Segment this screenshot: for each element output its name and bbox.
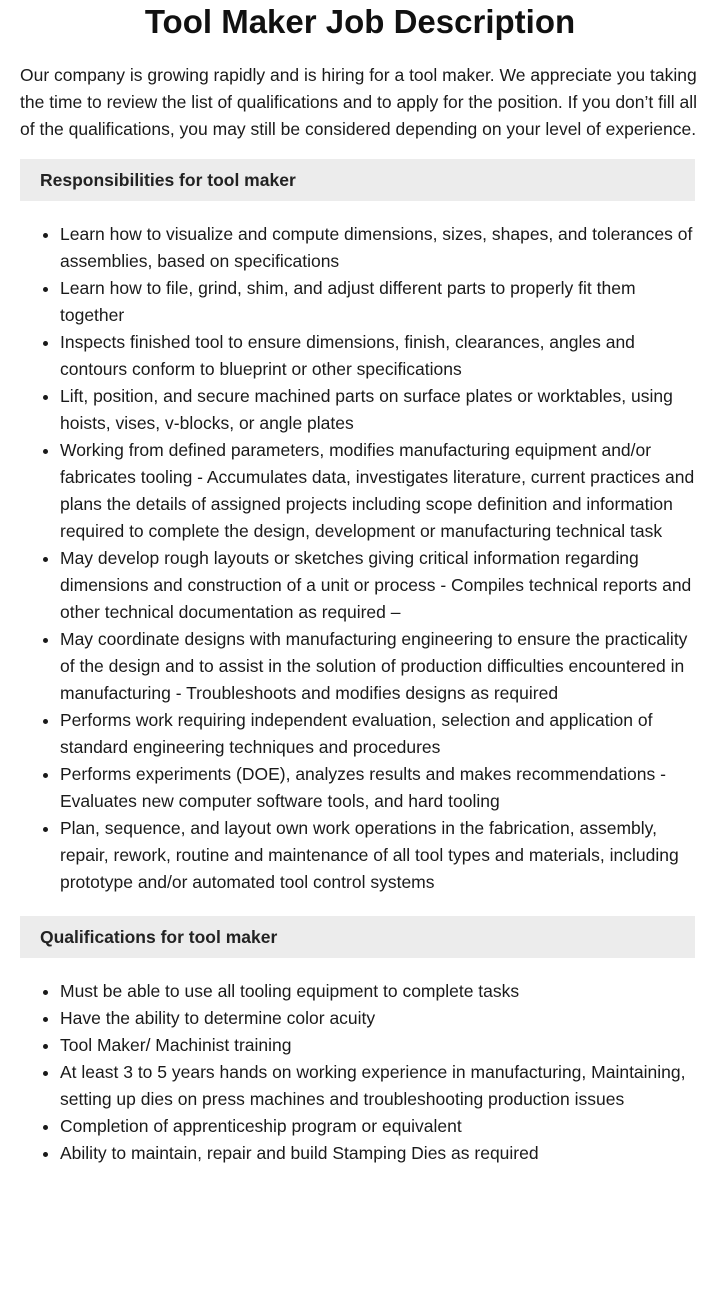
list-item: • May coordinate designs with manufacturing engineering to ensure the practicality of the design and to assist in the solution of production difficulties encountered in manufacturing - Troubleshoots and modifies designs as required <box>60 626 698 707</box>
page-title: Tool Maker Job Description <box>144 3 576 40</box>
responsibilities-heading: Responsibilities for tool maker <box>20 159 695 201</box>
list-item: • Lift, position, and secure machined parts on surface plates or worktables, using hoists, vises, v-blocks, or angle plates <box>60 383 698 437</box>
list-item: • Learn how to file, grind, shim, and adjust different parts to properly fit them together <box>60 275 698 329</box>
list-item: • Inspects finished tool to ensure dimensions, finish, clearances, angles and contours conform to blueprint or other specifications <box>60 329 698 383</box>
list-item: • Learn how to visualize and compute dimensions, sizes, shapes, and tolerances of assemblies, based on specifications <box>60 221 698 275</box>
list-item: • Must be able to use all tooling equipment to complete tasks <box>60 978 698 1005</box>
list-item: • May develop rough layouts or sketches giving critical information regarding dimensions and construction of a unit or process - Compiles technical reports and other technical documentation as required – <box>60 545 698 626</box>
list-item: • Performs experiments (DOE), analyzes results and makes recommendations - Evaluates new computer software tools, and hard tooling <box>60 761 698 815</box>
list-item: • Ability to maintain, repair and build Stamping Dies as required <box>60 1140 698 1167</box>
list-item: • Performs work requiring independent evaluation, selection and application of standard engineering techniques and procedures <box>60 707 698 761</box>
list-item: • Working from defined parameters, modifies manufacturing equipment and/or fabricates tooling - Accumulates data, investigates literature, current practices and plans the details of assigned projects including scope definition and information required to complete the design, development or manufacturing technical task <box>60 437 698 545</box>
responsibilities-list <box>20 221 698 896</box>
intro-paragraph: Our company is growing rapidly and is hiring for a tool maker. We appreciate you taking the time to review the list of qualifications and to apply for the position. If you don’t fill all of the qualifications, you may still be considered depending on your level of experience. <box>20 65 698 139</box>
list-item: • Plan, sequence, and layout own work operations in the fabrication, assembly, repair, rework, routine and maintenance of all tool types and materials, including prototype and/or automated tool control systems <box>60 815 698 896</box>
list-item: • Tool Maker/ Machinist training <box>60 1032 698 1059</box>
list-item: • Completion of apprenticeship program or equivalent <box>60 1113 698 1140</box>
list-item: • Have the ability to determine color acuity <box>60 1005 698 1032</box>
qualifications-heading: Qualifications for tool maker <box>20 916 695 958</box>
list-item: • At least 3 to 5 years hands on working experience in manufacturing, Maintaining, setting up dies on press machines and troubleshooting production issues <box>60 1059 698 1113</box>
qualifications-list <box>20 978 698 1167</box>
